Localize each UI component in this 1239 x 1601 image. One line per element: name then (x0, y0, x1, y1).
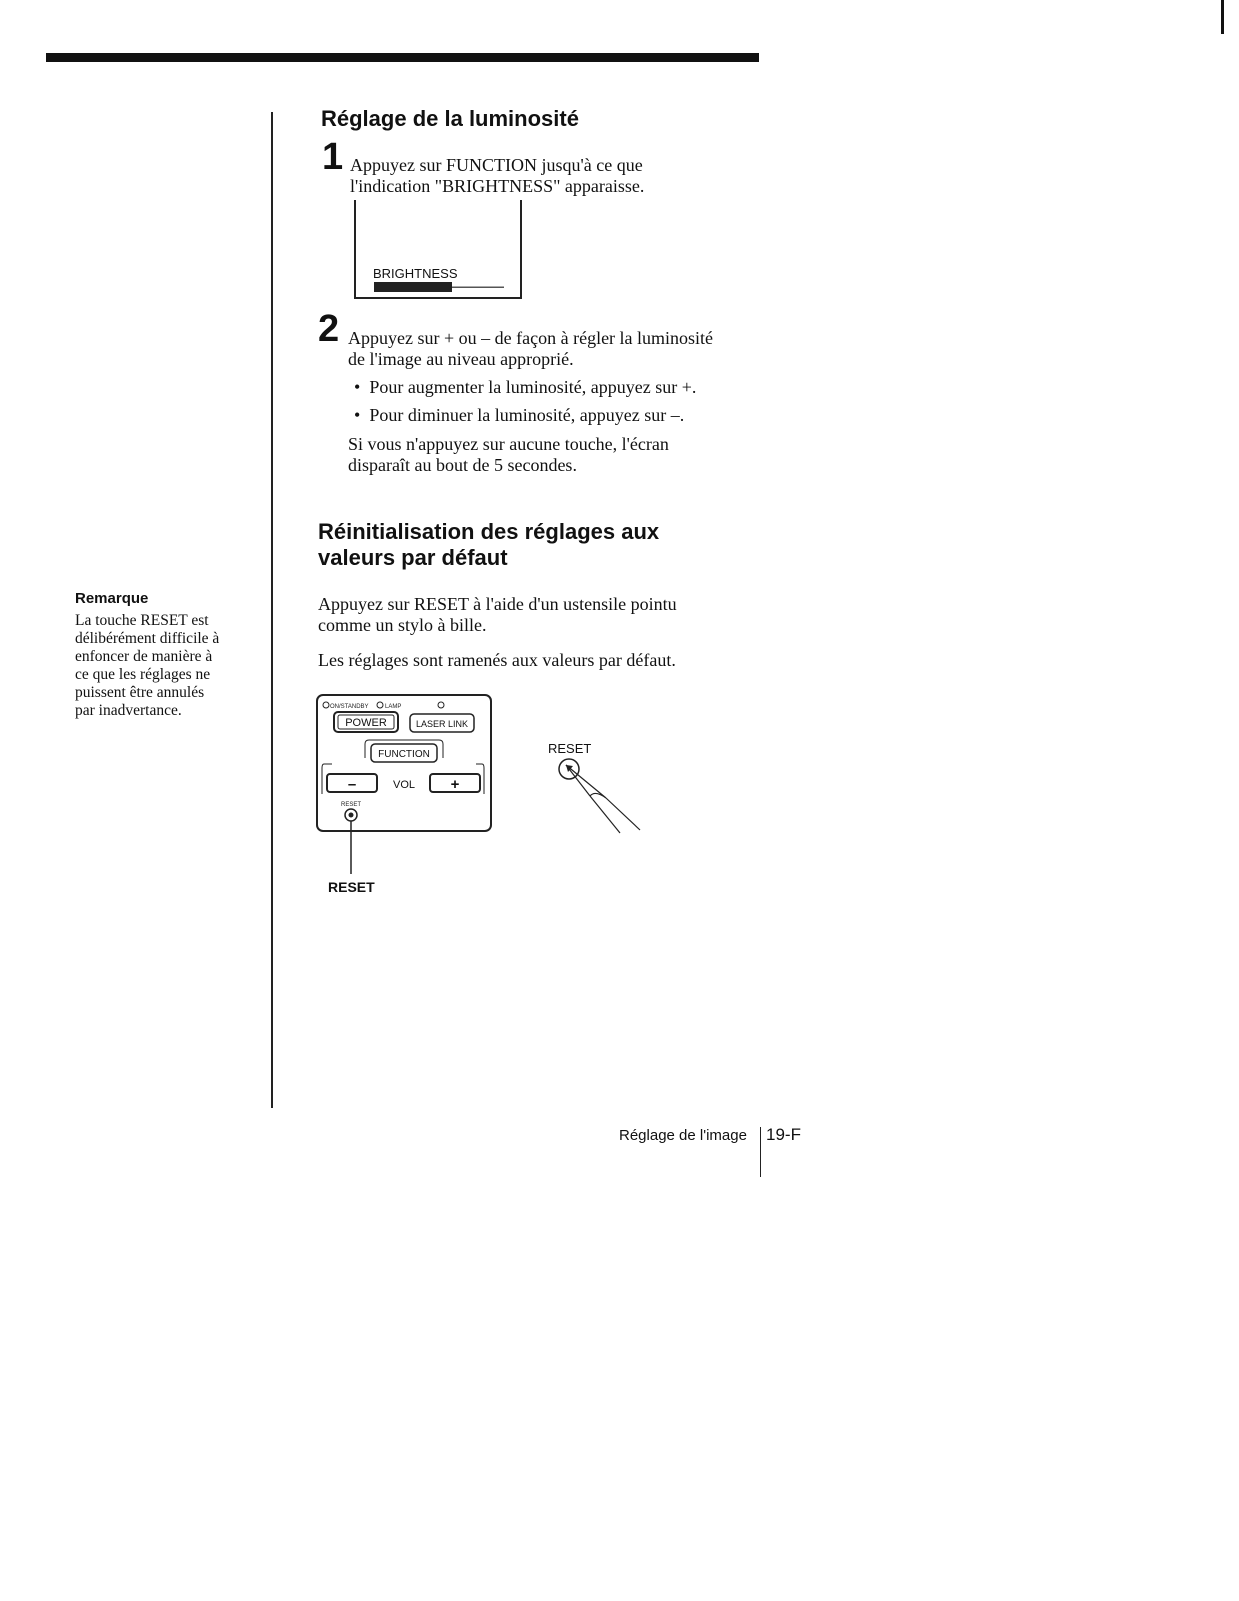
step-number-2: 2 (318, 308, 340, 350)
power-button[interactable] (334, 712, 398, 732)
step-number-1: 1 (322, 136, 344, 178)
laser-link-button[interactable] (410, 714, 474, 732)
bullet-text: Pour diminuer la luminosité, appuyez sur –. (369, 405, 685, 425)
column-rule (271, 112, 273, 1108)
sidebar-line: La touche RESET est (75, 612, 209, 629)
top-rule (46, 53, 759, 62)
step-2-line: Appuyez sur + ou – de façon à régler la luminosité (348, 328, 714, 348)
pen-reset-label: RESET (548, 741, 592, 756)
bullet-text: Pour augmenter la luminosité, appuyez sur +. (369, 377, 697, 397)
reset-callout-label: RESET (328, 879, 375, 895)
spare-indicator (438, 702, 444, 708)
minus-label: – (347, 776, 357, 793)
footer-divider (760, 1127, 761, 1177)
lamp-label: LAMP (385, 704, 402, 710)
step-2-line: de l'image au niveau approprié. (348, 349, 574, 369)
bullet-increase: • Pour augmenter la luminosité, appuyez sur +. (354, 377, 697, 397)
section-title-line: valeurs par défaut (318, 545, 508, 570)
step-1-line: Appuyez sur FUNCTION jusqu'à ce que (350, 155, 643, 175)
sidebar-line: par inadvertance. (75, 702, 182, 719)
reset-line: Appuyez sur RESET à l'aide d'un ustensile pointu (318, 594, 677, 614)
corner-mark (1221, 0, 1224, 34)
vol-plus-button[interactable] (430, 764, 484, 794)
sidebar-line: enfoncer de manière à (75, 648, 213, 665)
sidebar-title: Remarque (75, 590, 149, 607)
sidebar-line: ce que les réglages ne (75, 666, 211, 683)
standby-label: ON/STANDBY (330, 704, 369, 710)
lamp-indicator (377, 702, 401, 710)
footer-section-name: Réglage de l'image (619, 1127, 747, 1144)
step-2-text (348, 328, 768, 476)
reset-small-label: RESET (340, 802, 362, 808)
reset-instructions (318, 594, 758, 671)
osd-bar-fill (374, 282, 452, 292)
function-button[interactable] (365, 740, 443, 762)
vol-minus-button[interactable] (322, 764, 377, 794)
laser-link-label: LASER LINK (415, 719, 469, 729)
page-number: 19-F (766, 1125, 801, 1144)
reset-hole[interactable] (345, 809, 357, 821)
remote-panel-figure (310, 690, 500, 900)
timeout-note-line: Si vous n'appuyez sur aucune touche, l'écran (348, 434, 669, 454)
step-1-text (350, 155, 750, 197)
sidebar-line: délibérément difficile à (75, 630, 220, 647)
section-title-line: Réinitialisation des réglages aux (318, 519, 660, 544)
power-label: POWER (345, 717, 387, 729)
sidebar-note (75, 612, 250, 720)
bullet-decrease: • Pour diminuer la luminosité, appuyez sur –. (354, 405, 685, 425)
vol-label: VOL (392, 779, 416, 791)
osd-brightness-label: BRIGHTNESS (373, 266, 458, 281)
timeout-note-line: disparaît au bout de 5 secondes. (348, 455, 577, 475)
plus-label: + (450, 776, 460, 793)
reset-result-line: Les réglages sont ramenés aux valeurs par défaut. (318, 650, 676, 670)
reset-line: comme un stylo à bille. (318, 615, 487, 635)
sidebar-line: puissent être annulés (75, 684, 205, 701)
pen-reset-figure (540, 738, 650, 838)
step-1-line: l'indication "BRIGHTNESS" apparaisse. (350, 176, 645, 196)
function-label: FUNCTION (378, 749, 430, 760)
section-title-brightness: Réglage de la luminosité (321, 106, 579, 131)
standby-indicator (323, 702, 369, 710)
section-title-reset (318, 519, 659, 571)
osd-brightness-bar (374, 282, 504, 292)
